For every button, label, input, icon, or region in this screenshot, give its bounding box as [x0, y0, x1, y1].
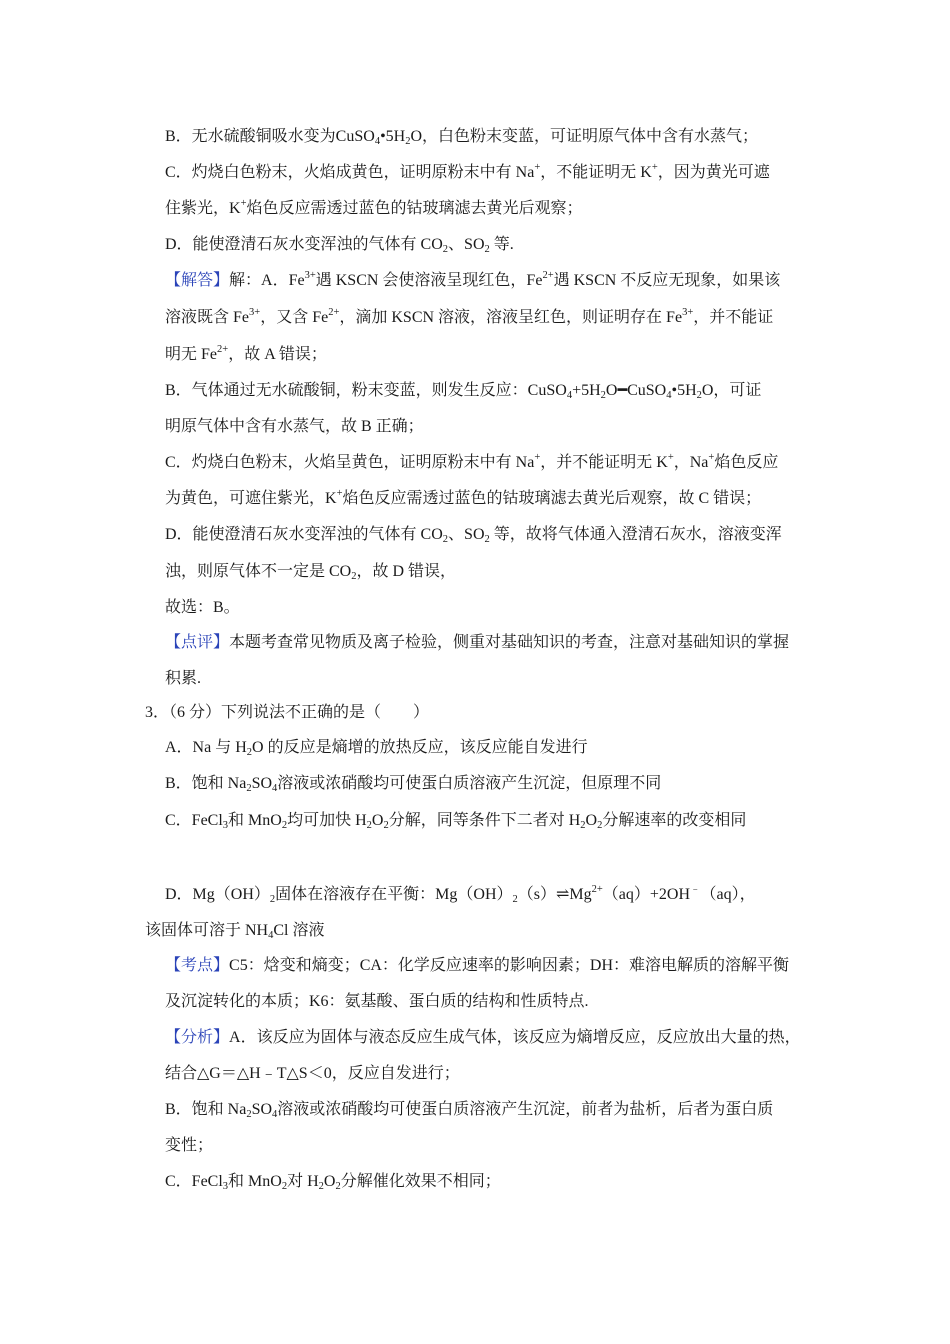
q3-option-b: B．饱和 $Na_2SO_4$溶液或浓硝酸均可使蛋白质溶液产生沉淀，但原理不同 [165, 775, 662, 794]
analysis-line-b1: B．饱和 $Na_2SO_4$溶液或浓硝酸均可使蛋白质溶液产生沉淀，前者为盐析，后者为蛋白质 [165, 1101, 774, 1120]
answer-line-c2: 为黄色，可遮住紫光，K+焰色反应需透过蓝色的钴玻璃滤去黄光后观察，故 C 错误； [165, 488, 762, 507]
kaodian-line-1: 【考点】C5：焓变和熵变；CA：化学反应速率的影响因素；DH：难溶电解质的溶解平衡 [165, 957, 790, 974]
q3-option-c: C．FeCl$_3$和 MnO$_2$均可加快 $H_2O_2$分解，同等条件下二者对 $H_2O_2$分解速率的改变相同 [165, 812, 747, 831]
kaodian-tag: 【考点】 [165, 957, 230, 974]
answer-line-1: 【解答】解：A．$Fe^{3+}$遇 KSCN 会使溶液呈现红色，$Fe^{2+}$遇 KSCN 不反应无现象，如果该 [165, 270, 781, 289]
option-c-line-2: 住紫光，K+焰色反应需透过蓝色的钴玻璃滤去黄光后观察； [165, 198, 583, 217]
q3-option-d-line-2: 该固体可溶于 $NH_4Cl$ 溶液 [145, 922, 325, 941]
q3-option-a: A．Na 与 $H_2O$ 的反应是熵增的放热反应，该反应能自发进行 [165, 739, 588, 758]
analysis-line-a2: 结合△G＝△H﹣T△S＜0，反应自发进行； [165, 1065, 460, 1082]
answer-choice: 故选：B。 [165, 599, 240, 616]
comment-line-1: 【点评】本题考查常见物质及离子检验，侧重对基础知识的考查，注意对基础知识的掌握 [165, 634, 790, 651]
answer-line-b2: 明原气体中含有水蒸气，故 B 正确； [165, 418, 424, 435]
question-3-stem: 3．（6 分）下列说法不正确的是（ ） [145, 704, 430, 721]
analysis-line-c: C．FeCl$_3$和 MnO$_2$对 $H_2O_2$分解催化效果不相同； [165, 1173, 501, 1192]
answer-line-b1: B．气体通过无水硫酸铜，粉末变蓝，则发生反应：$CuSO_4+5H_2O━CuSO_4•5H_2O$，可证 [165, 382, 762, 401]
answer-line-d2: 浊，则原气体不一定是 $CO_2$，故 D 错误， [165, 563, 457, 582]
answer-line-d1: D．能使澄清石灰水变浑浊的气体有 $CO_2$、$SO_2$ 等，故将气体通入澄清石灰水，溶液变浑 [165, 526, 782, 545]
option-b-line: B．无水硫酸铜吸水变为$CuSO_4•5H_2O$，白色粉末变蓝，可证明原气体中含有水蒸气； [165, 128, 759, 147]
answer-tag: 【解答】 [165, 272, 230, 289]
option-d-line: D．能使澄清石灰水变浑浊的气体有 $CO_2$、$SO_2$ 等. [165, 236, 514, 255]
analysis-line-b2: 变性； [165, 1137, 214, 1154]
answer-line-c1: C．灼烧白色粉末，火焰呈黄色，证明原粉末中有 Na+，并不能证明无 K+，Na+焰色反应 [165, 452, 779, 471]
q3-option-d-line-1: D．$Mg(OH)_2$固体在溶液存在平衡：$Mg(OH)_2(s)\rightleftharpoons Mg^{2+}(aq)+2OH^﹣(aq)$， [165, 884, 756, 905]
answer-line-2: 溶液既含 $Fe^{3+}$，又含 $Fe^{2+}$，滴加 KSCN 溶液，溶液呈红色，则证明存在 $Fe^{3+}$，并不能证 [165, 307, 774, 326]
answer-line-3: 明无 $Fe^{2+}$，故 A 错误； [165, 344, 327, 363]
option-c-line-1: C．灼烧白色粉末，火焰成黄色，证明原粉末中有 Na+，不能证明无 K+，因为黄光可遮 [165, 162, 770, 181]
analysis-tag: 【分析】 [165, 1029, 230, 1046]
comment-tag: 【点评】 [165, 634, 230, 651]
analysis-line-a1: 【分析】A．该反应为固体与液态反应生成气体，该反应为熵增反应，反应放出大量的热， [165, 1029, 801, 1046]
kaodian-line-2: 及沉淀转化的本质；K6：氨基酸、蛋白质的结构和性质特点. [165, 993, 589, 1010]
comment-line-2: 积累. [165, 670, 202, 687]
